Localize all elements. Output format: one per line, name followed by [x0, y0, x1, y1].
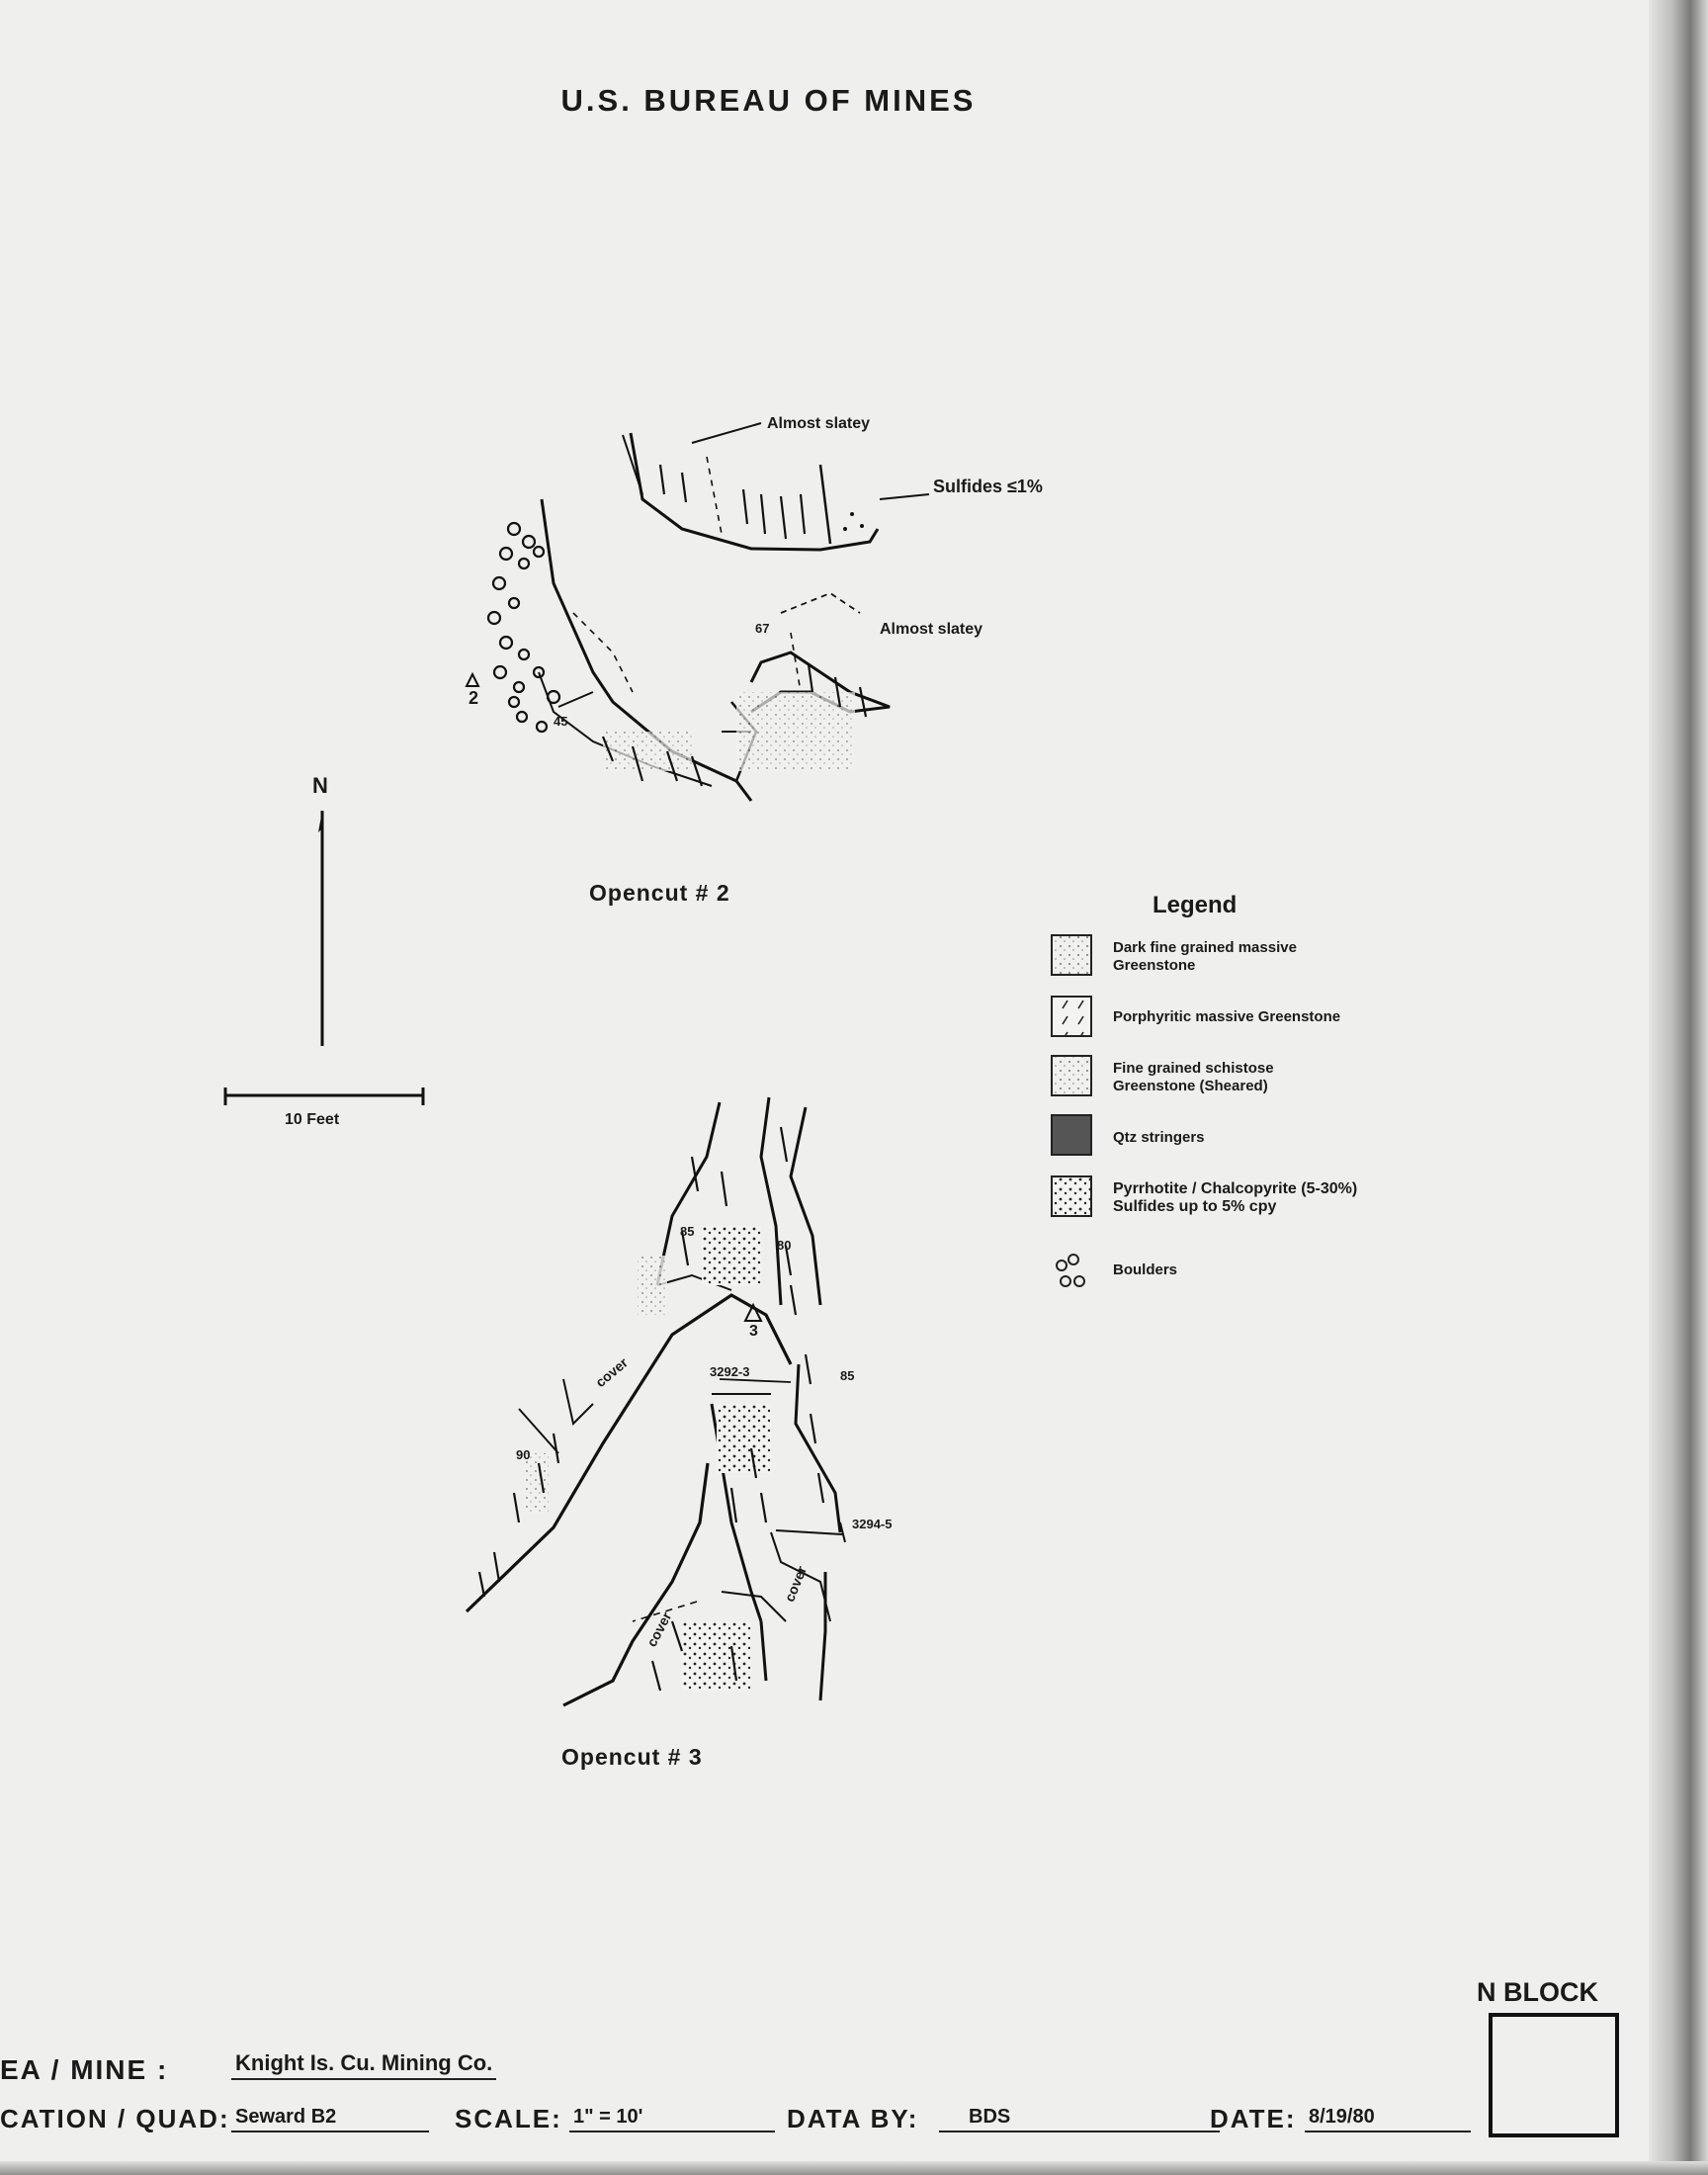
scale-bar — [225, 1088, 423, 1105]
dip-45: 45 — [554, 714, 568, 729]
legend-title: Legend — [1153, 892, 1238, 918]
dip-90: 90 — [516, 1447, 531, 1462]
opencut-3-sketch — [467, 1097, 845, 1705]
dip-85-lower: 85 — [840, 1368, 855, 1383]
scale-label: SCALE: — [455, 2104, 562, 2133]
annotation-almost-slatey-2: Almost slatey — [880, 621, 983, 638]
scale-bar-label: 10 Feet — [285, 1111, 340, 1128]
north-arrow — [318, 811, 322, 1046]
opencut-2-label: Opencut # 2 — [589, 880, 730, 906]
station-2-number: 2 — [469, 688, 479, 708]
data-by-label: DATA BY: — [787, 2104, 919, 2133]
data-by-value: BDS — [939, 2106, 1220, 2132]
opencut-3-label: Opencut # 3 — [561, 1744, 703, 1770]
date-value: 8/19/80 — [1305, 2106, 1471, 2132]
scale-value: 1" = 10' — [569, 2106, 775, 2132]
cover-label-2: cover — [642, 1609, 675, 1650]
cover-label-3: cover — [781, 1563, 811, 1605]
location-quad-value: Seward B2 — [231, 2106, 429, 2132]
annotation-sulfides: Sulfides ≤1% — [933, 477, 1043, 496]
legend-swatches — [1052, 935, 1091, 1286]
page-title: U.S. BUREAU OF MINES — [560, 83, 977, 118]
block-box — [1489, 2013, 1619, 2137]
station-3-number: 3 — [749, 1323, 758, 1340]
dip-80: 80 — [777, 1238, 792, 1253]
opencut-2-sketch — [467, 423, 929, 801]
location-quad-label: CATION / QUAD: — [0, 2104, 230, 2133]
date-label: DATE: — [1210, 2104, 1297, 2133]
sample-3292-3: 3292-3 — [710, 1364, 750, 1379]
cover-label-1: cover — [592, 1353, 632, 1391]
legend-item-text: Fine grained schistose Greenstone (Sheared) — [1113, 1060, 1274, 1094]
north-arrow-label: N — [312, 773, 328, 798]
annotation-almost-slatey-1: Almost slatey — [767, 415, 871, 432]
area-mine-value: Knight Is. Cu. Mining Co. — [231, 2050, 496, 2080]
legend-item-text: Dark fine grained massive Greenstone — [1113, 939, 1297, 974]
block-label: N BLOCK — [1477, 1977, 1598, 2007]
legend-item-text: Porphyritic massive Greenstone — [1113, 1008, 1341, 1025]
dip-85-upper: 85 — [680, 1224, 695, 1239]
dip-67: 67 — [755, 621, 770, 636]
legend-item-text: Qtz stringers — [1113, 1129, 1205, 1146]
legend-item-text: Pyrrhotite / Chalcopyrite (5-30%) Sulfides up to 5% cpy — [1113, 1180, 1358, 1215]
area-mine-label: EA / MINE : — [0, 2054, 169, 2085]
sample-3294-5: 3294-5 — [852, 1517, 893, 1531]
legend-item-text: Boulders — [1113, 1262, 1178, 1278]
